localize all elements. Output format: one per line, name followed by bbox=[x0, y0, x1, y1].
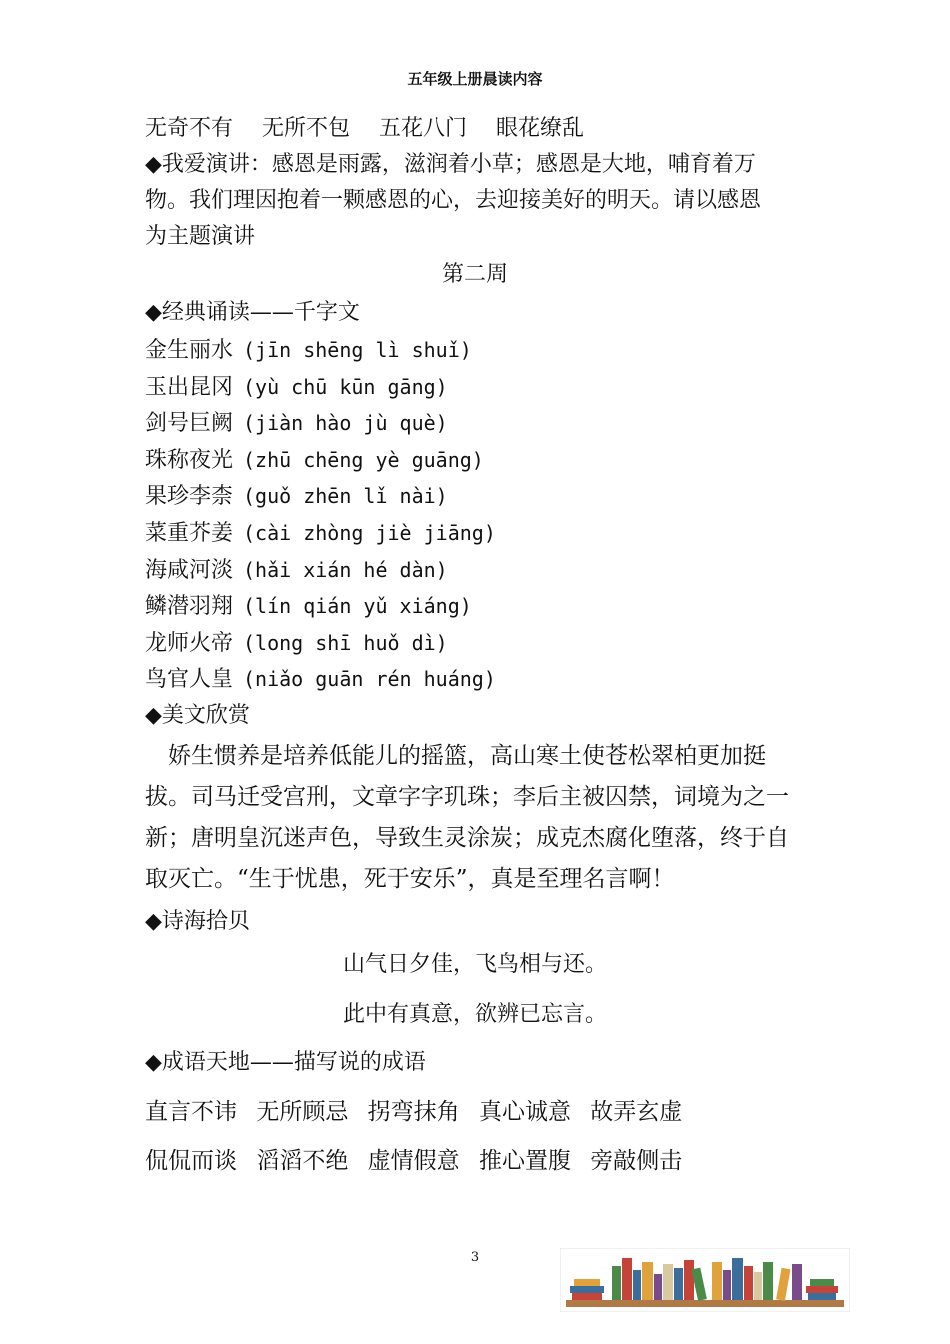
prose-line: 拔。司马迁受宫刑，文章字字玑珠；李后主被囚禁，词境为之一 bbox=[145, 784, 789, 810]
idiom-item: 拐弯抹角 bbox=[367, 1099, 460, 1125]
classic-row bbox=[145, 518, 496, 549]
idioms-title: ◆成语天地——描写说的成语 bbox=[145, 1050, 426, 1075]
speech-line: ◆我爱演讲：感恩是雨露，滋润着小草；感恩是大地，哺育着万 bbox=[145, 152, 756, 177]
idiom-item: 故弄玄虚 bbox=[590, 1099, 683, 1125]
classic-pinyin: (niǎo guān rén huáng) bbox=[243, 667, 496, 691]
poem-title: ◆诗海拾贝 bbox=[145, 909, 250, 934]
idioms-row bbox=[145, 1097, 694, 1127]
week-title: 第二周 bbox=[441, 262, 508, 287]
classic-text: 鳞潜羽翔 bbox=[145, 594, 234, 619]
prose-line: 新；唐明皇沉迷声色，导致生灵涂炭；成克杰腐化堕落，终于自 bbox=[145, 825, 789, 851]
classic-row bbox=[145, 628, 448, 659]
idiom-item: 侃侃而谈 bbox=[145, 1148, 237, 1174]
idiom-item: 真心诚意 bbox=[478, 1099, 571, 1125]
classic-pinyin: (hǎi xián hé dàn) bbox=[243, 558, 448, 582]
classic-text: 金生丽水 bbox=[145, 338, 234, 363]
idiom-item: 滔滔不绝 bbox=[256, 1148, 349, 1174]
classic-text: 龙师火帝 bbox=[145, 631, 234, 656]
classic-pinyin: (long shī huǒ dì) bbox=[243, 631, 448, 655]
classic-row bbox=[145, 481, 448, 512]
idiom-item: 无所不包 bbox=[262, 116, 351, 141]
classic-pinyin: (lín qián yǔ xiáng) bbox=[243, 594, 472, 618]
idiom-item: 无奇不有 bbox=[145, 116, 234, 141]
classic-row bbox=[145, 555, 448, 586]
classic-row bbox=[145, 591, 472, 622]
prose-line: 取灭亡。“生于忧患，死于安乐”，真是至理名言啊！ bbox=[145, 866, 675, 892]
idiom-item: 虚情假意 bbox=[367, 1148, 460, 1174]
classic-row bbox=[145, 372, 448, 403]
speech-line: 物。我们理因抱着一颗感恩的心，去迎接美好的明天。请以感恩 bbox=[145, 188, 762, 213]
classic-text: 鸟官人皇 bbox=[145, 667, 234, 692]
classic-pinyin: (jīn shēng lì shuǐ) bbox=[243, 338, 472, 362]
classic-text: 玉出昆冈 bbox=[145, 375, 234, 400]
bookshelf-image bbox=[560, 1248, 850, 1312]
speech-line: 为主题演讲 bbox=[145, 224, 256, 249]
classic-row bbox=[145, 664, 496, 695]
classic-text: 海咸河淡 bbox=[145, 558, 234, 583]
idiom-item: 无所顾忌 bbox=[256, 1099, 349, 1125]
classic-pinyin: (zhū chēng yè guāng) bbox=[243, 448, 484, 472]
prose-title: ◆美文欣赏 bbox=[145, 703, 250, 728]
classic-text: 剑号巨阙 bbox=[145, 411, 234, 436]
classic-pinyin: (guǒ zhēn lǐ nài) bbox=[243, 484, 448, 508]
idiom-item: 旁敲侧击 bbox=[590, 1148, 683, 1174]
classic-text: 珠称夜光 bbox=[145, 448, 234, 473]
prose-line: 娇生惯养是培养低能儿的摇篮，高山寒土使苍松翠柏更加挺 bbox=[145, 743, 766, 769]
poem-line: 山气日夕佳，飞鸟相与还。 bbox=[342, 952, 607, 977]
idiom-item: 推心置腹 bbox=[478, 1148, 571, 1174]
idiom-item: 五花八门 bbox=[379, 116, 468, 141]
poem-line: 此中有真意，欲辨已忘言。 bbox=[342, 1002, 607, 1027]
classic-pinyin: (jiàn hào jù què) bbox=[243, 411, 448, 435]
idioms-top-row bbox=[145, 114, 606, 144]
classic-row bbox=[145, 408, 448, 439]
idioms-row bbox=[145, 1146, 694, 1176]
classic-text: 菜重芥姜 bbox=[145, 521, 234, 546]
page-number: 3 bbox=[470, 1250, 480, 1265]
idiom-item: 直言不讳 bbox=[145, 1099, 237, 1125]
idiom-item: 眼花缭乱 bbox=[496, 116, 585, 141]
prose-paragraph bbox=[145, 736, 810, 900]
classic-title: ◆经典诵读——千字文 bbox=[145, 300, 360, 325]
classic-row bbox=[145, 445, 484, 476]
classic-row bbox=[145, 335, 472, 366]
classic-pinyin: (cài zhòng jiè jiāng) bbox=[243, 521, 496, 545]
classic-text: 果珍李柰 bbox=[145, 484, 234, 509]
page-header: 五年级上册晨读内容 bbox=[407, 70, 543, 88]
classic-pinyin: (yù chū kūn gāng) bbox=[243, 375, 448, 399]
